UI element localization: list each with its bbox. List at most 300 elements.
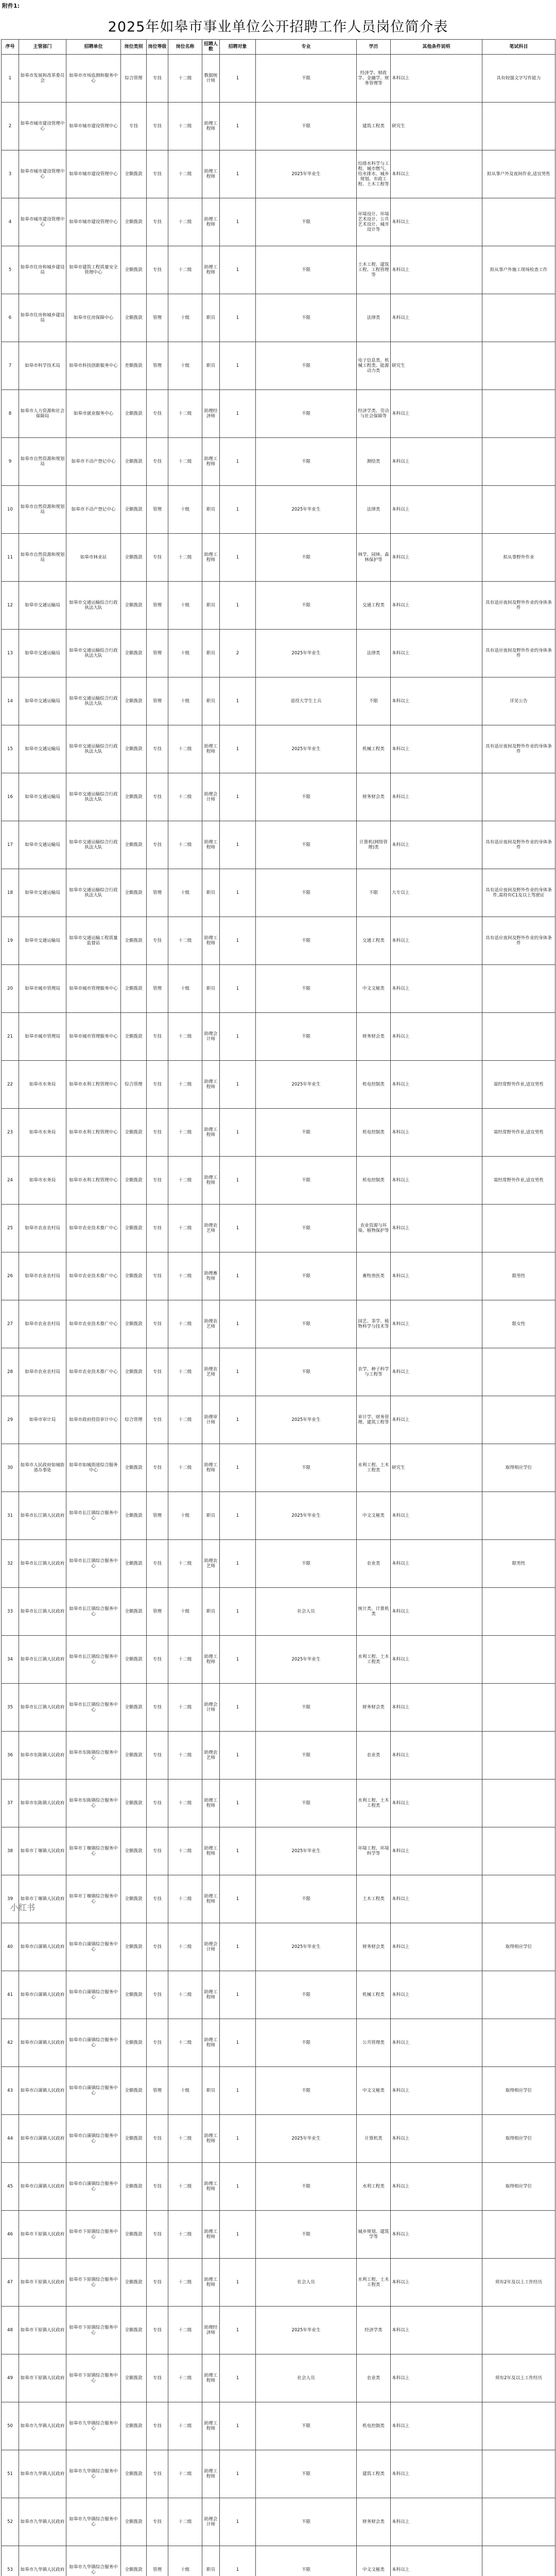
table-cell: 助理会计师 bbox=[202, 2498, 220, 2546]
table-cell: 职员 bbox=[202, 1588, 220, 1636]
table-cell: 取得相应学位 bbox=[482, 1923, 555, 1971]
table-cell: 助理农艺师 bbox=[202, 1205, 220, 1252]
table-cell: 机械工程类 bbox=[357, 1971, 391, 2019]
table-cell: 9 bbox=[2, 438, 19, 486]
table-cell: 助理工程师 bbox=[202, 2115, 220, 2163]
table-cell: 1 bbox=[220, 1971, 256, 2019]
table-row bbox=[2, 1205, 555, 1252]
table-cell: 不限 bbox=[256, 294, 357, 342]
table-cell: 2025年毕业生 bbox=[256, 1923, 357, 1971]
table-cell: 专技 bbox=[147, 2211, 168, 2259]
table-cell: 如皋市长江镇人民政府 bbox=[19, 1492, 66, 1540]
table-cell: 十二级 bbox=[168, 2307, 202, 2354]
table-cell: 专技 bbox=[147, 2402, 168, 2450]
table-cell bbox=[482, 773, 555, 821]
table-cell: 1 bbox=[220, 198, 256, 246]
table-cell: 不限 bbox=[256, 1780, 357, 1827]
table-cell: 拟从事户外施工现场检查工作 bbox=[482, 246, 555, 294]
table-cell: 1 bbox=[220, 2019, 256, 2067]
table-cell: 如皋市自然资源和规划局 bbox=[19, 438, 66, 486]
table-cell: 农业类 bbox=[357, 1732, 391, 1780]
table-cell bbox=[482, 438, 555, 486]
table-cell: 本科以上 bbox=[391, 1923, 482, 1971]
table-cell: 1 bbox=[220, 1492, 256, 1540]
table-cell: 本科以上 bbox=[391, 2498, 482, 2546]
table-cell: 管理 bbox=[147, 1588, 168, 1636]
table-cell: 十二级 bbox=[168, 2450, 202, 2498]
table-cell: 需经常野外作业,适宜男性 bbox=[482, 1109, 555, 1157]
table-cell: 如皋市白蒲镇综合服务中心 bbox=[66, 2019, 121, 2067]
page-title: 2025年如皋市事业单位公开招聘工作人员岗位简介表 bbox=[0, 15, 556, 36]
table-cell: 助理工程师 bbox=[202, 1157, 220, 1205]
table-cell: 管理 bbox=[147, 677, 168, 725]
table-cell: 1 bbox=[220, 1732, 256, 1780]
table-cell: 十二级 bbox=[168, 1396, 202, 1444]
table-row bbox=[2, 246, 555, 294]
table-cell: 专技 bbox=[147, 1732, 168, 1780]
table-cell: 2 bbox=[220, 630, 256, 677]
table-cell: 经济学类 bbox=[357, 2307, 391, 2354]
table-cell: 本科以上 bbox=[391, 1875, 482, 1923]
table-cell: 机电控制类 bbox=[357, 2402, 391, 2450]
table-cell: 如皋市东陈镇人民政府 bbox=[19, 1780, 66, 1827]
table-cell: 计算机类 bbox=[357, 2115, 391, 2163]
table-cell: 本科以上 bbox=[391, 150, 482, 198]
table-cell: 如皋市长江镇人民政府 bbox=[19, 1540, 66, 1588]
table-cell: 53 bbox=[2, 2546, 19, 2576]
table-cell: 本科以上 bbox=[391, 2115, 482, 2163]
table-cell: 全额拨款 bbox=[121, 2546, 147, 2576]
table-cell: 社会人员 bbox=[256, 1588, 357, 1636]
table-cell: 30 bbox=[2, 1444, 19, 1492]
table-cell: 职员 bbox=[202, 965, 220, 1013]
table-row bbox=[2, 630, 555, 677]
table-cell: 本科以上 bbox=[391, 1732, 482, 1780]
table-cell: 全额拨款 bbox=[121, 150, 147, 198]
table-cell: 不限 bbox=[256, 103, 357, 150]
table-cell: 具有适应夜间及野外作业的身体条件 bbox=[482, 821, 555, 869]
table-cell: 十二级 bbox=[168, 1971, 202, 2019]
table-cell bbox=[482, 1732, 555, 1780]
table-cell: 全额拨款 bbox=[121, 1636, 147, 1684]
table-body bbox=[2, 55, 555, 2576]
table-cell: 经济学类、劳动与社会保障等 bbox=[357, 390, 391, 438]
table-cell: 职员 bbox=[202, 2067, 220, 2115]
table-cell: 十二级 bbox=[168, 1875, 202, 1923]
table-row bbox=[2, 1252, 555, 1300]
table-cell: 林学、园林、森林保护等 bbox=[357, 534, 391, 582]
table-cell: 农业类 bbox=[357, 2354, 391, 2402]
table-row bbox=[2, 534, 555, 582]
table-cell: 本科以上 bbox=[391, 1780, 482, 1827]
table-cell: 如皋市城市建设管理中心 bbox=[66, 198, 121, 246]
table-cell: 不限 bbox=[256, 438, 357, 486]
table-cell: 如皋市建筑工程质量安全管理中心 bbox=[66, 246, 121, 294]
table-cell: 具有适应夜间及野外作业的身体条件 bbox=[482, 725, 555, 773]
table-row bbox=[2, 1396, 555, 1444]
table-cell: 专技 bbox=[147, 1444, 168, 1492]
table-cell: 管理 bbox=[147, 630, 168, 677]
table-cell: 助理工程师 bbox=[202, 2450, 220, 2498]
table-cell: 不限 bbox=[256, 2450, 357, 2498]
table-cell: 专技 bbox=[147, 246, 168, 294]
table-row bbox=[2, 1157, 555, 1205]
table-cell: 1 bbox=[220, 1013, 256, 1061]
positions-table bbox=[1, 39, 555, 2576]
table-cell: 如皋市白蒲镇综合服务中心 bbox=[66, 2163, 121, 2211]
table-cell: 44 bbox=[2, 2115, 19, 2163]
table-cell: 如皋市九华镇综合服务中心 bbox=[66, 2498, 121, 2546]
table-cell: 管理 bbox=[147, 1492, 168, 1540]
table-cell: 本科以上 bbox=[391, 2067, 482, 2115]
table-cell: 十二级 bbox=[168, 1109, 202, 1157]
table-cell: 48 bbox=[2, 2307, 19, 2354]
table-row bbox=[2, 1492, 555, 1540]
table-cell: 1 bbox=[220, 2259, 256, 2307]
table-cell: 经济学、财政学、金融学、财务管理等 bbox=[357, 55, 391, 103]
table-row bbox=[2, 390, 555, 438]
table-row bbox=[2, 2450, 555, 2498]
table-cell: 全额拨款 bbox=[121, 2498, 147, 2546]
table-cell: 23 bbox=[2, 1109, 19, 1157]
table-cell: 不限 bbox=[256, 773, 357, 821]
table-cell: 如皋市东陈镇综合服务中心 bbox=[66, 1732, 121, 1780]
table-cell: 不限 bbox=[256, 2498, 357, 2546]
table-cell: 专技 bbox=[147, 1396, 168, 1444]
table-cell: 十二级 bbox=[168, 246, 202, 294]
table-cell: 3 bbox=[2, 150, 19, 198]
table-cell: 全额拨款 bbox=[121, 1684, 147, 1732]
table-cell: 本科以上 bbox=[391, 1971, 482, 2019]
table-cell: 助理经济师 bbox=[202, 390, 220, 438]
table-cell: 十二级 bbox=[168, 103, 202, 150]
table-cell: 全额拨款 bbox=[121, 294, 147, 342]
table-cell: 如皋市长江镇综合服务中心 bbox=[66, 1636, 121, 1684]
header-cell: 其他条件说明 bbox=[391, 40, 482, 55]
table-cell: 如皋市市场监测和服务中心 bbox=[66, 55, 121, 103]
table-cell: 管理 bbox=[147, 486, 168, 534]
table-cell: 如皋市交通运输局 bbox=[19, 821, 66, 869]
table-cell: 本科以上 bbox=[391, 582, 482, 630]
table-cell: 环境设计、环境艺术设计、公共艺术设计、城市设计等 bbox=[357, 198, 391, 246]
table-cell: 如皋市长江镇人民政府 bbox=[19, 1636, 66, 1684]
table-cell: 如皋市农业农村局 bbox=[19, 1300, 66, 1348]
table-cell bbox=[482, 2019, 555, 2067]
table-cell: 1 bbox=[220, 1444, 256, 1492]
table-cell: 专技 bbox=[147, 1348, 168, 1396]
table-cell: 本科以上 bbox=[391, 1540, 482, 1588]
table-cell: 如皋市白蒲镇综合服务中心 bbox=[66, 2115, 121, 2163]
table-cell: 如皋市城市管理服务中心 bbox=[66, 1013, 121, 1061]
table-cell: 审计学、财务管理、建筑工程等 bbox=[357, 1396, 391, 1444]
table-cell: 如皋市交通运输局 bbox=[19, 917, 66, 965]
table-row bbox=[2, 1827, 555, 1875]
table-cell: 1 bbox=[220, 2115, 256, 2163]
table-cell: 29 bbox=[2, 1396, 19, 1444]
table-cell: 1 bbox=[220, 246, 256, 294]
table-cell: 全额拨款 bbox=[121, 1157, 147, 1205]
table-cell: 2025年毕业生 bbox=[256, 630, 357, 677]
table-cell: 全额拨款 bbox=[121, 917, 147, 965]
table-cell: 专技 bbox=[147, 1540, 168, 1588]
table-cell: 如皋市长江镇综合服务中心 bbox=[66, 1492, 121, 1540]
table-cell bbox=[482, 1827, 555, 1875]
table-cell: 财务财会类 bbox=[357, 773, 391, 821]
table-cell: 本科以上 bbox=[391, 198, 482, 246]
table-cell: 法律类 bbox=[357, 486, 391, 534]
table-cell: 不限 bbox=[256, 582, 357, 630]
table-cell: 不限 bbox=[256, 246, 357, 294]
table-cell: 1 bbox=[220, 1780, 256, 1827]
header-cell: 主管部门 bbox=[19, 40, 66, 55]
table-cell: 十二级 bbox=[168, 1827, 202, 1875]
table-cell: 不限 bbox=[256, 1732, 357, 1780]
table-cell: 十级 bbox=[168, 2067, 202, 2115]
table-cell: 1 bbox=[220, 1540, 256, 1588]
table-cell: 如皋市下原镇人民政府 bbox=[19, 2354, 66, 2402]
table-cell: 不限 bbox=[357, 677, 391, 725]
table-cell: 全额拨款 bbox=[121, 582, 147, 630]
table-cell: 24 bbox=[2, 1157, 19, 1205]
table-cell: 本科以上 bbox=[391, 1588, 482, 1636]
table-cell: 不限 bbox=[256, 1157, 357, 1205]
table-cell: 职员 bbox=[202, 1492, 220, 1540]
table-cell: 本科以上 bbox=[391, 2259, 482, 2307]
table-cell: 职员 bbox=[202, 342, 220, 390]
table-cell: 机械工程类 bbox=[357, 725, 391, 773]
table-cell: 28 bbox=[2, 1348, 19, 1396]
table-cell: 专技 bbox=[147, 2498, 168, 2546]
header-cell: 招聘单位 bbox=[66, 40, 121, 55]
table-cell: 如皋市农业技术推广中心 bbox=[66, 1348, 121, 1396]
table-cell: 不限 bbox=[256, 2546, 357, 2576]
table-cell: 42 bbox=[2, 2019, 19, 2067]
table-cell: 本科以上 bbox=[391, 1300, 482, 1348]
table-cell: 十二级 bbox=[168, 1013, 202, 1061]
table-cell bbox=[482, 2498, 555, 2546]
table-cell: 不限 bbox=[256, 2402, 357, 2450]
table-cell: 如皋市交通运输综合行政执法大队 bbox=[66, 725, 121, 773]
table-cell: 财务财会类 bbox=[357, 1684, 391, 1732]
table-cell: 如皋市九华镇综合服务中心 bbox=[66, 2546, 121, 2576]
table-cell: 拟从事户外及夜间作业,适宜男性 bbox=[482, 150, 555, 198]
table-cell: 1 bbox=[220, 438, 256, 486]
table-cell: 本科以上 bbox=[391, 438, 482, 486]
table-cell: 如皋市长江镇人民政府 bbox=[19, 1684, 66, 1732]
table-cell: 如皋市交通运输局 bbox=[19, 630, 66, 677]
table-cell: 全额拨款 bbox=[121, 1300, 147, 1348]
table-cell: 十二级 bbox=[168, 2354, 202, 2402]
table-cell: 2025年毕业生 bbox=[256, 1061, 357, 1109]
table-cell: 如皋市九华镇人民政府 bbox=[19, 2498, 66, 2546]
table-row bbox=[2, 1061, 555, 1109]
table-cell: 全额拨款 bbox=[121, 246, 147, 294]
table-cell: 不限 bbox=[256, 198, 357, 246]
table-cell: 管理 bbox=[147, 582, 168, 630]
table-cell: 十级 bbox=[168, 2546, 202, 2576]
table-cell: 十级 bbox=[168, 869, 202, 917]
table-cell: 机电控制类 bbox=[357, 1109, 391, 1157]
table-cell: 22 bbox=[2, 1061, 19, 1109]
table-cell: 助理工程师 bbox=[202, 1636, 220, 1684]
table-cell: 不限 bbox=[256, 1205, 357, 1252]
table-cell: 管理 bbox=[147, 342, 168, 390]
table-cell: 全额拨款 bbox=[121, 1588, 147, 1636]
table-cell: 如皋市就业服务中心 bbox=[66, 390, 121, 438]
table-cell: 十二级 bbox=[168, 725, 202, 773]
table-cell: 本科以上 bbox=[391, 534, 482, 582]
table-cell: 1 bbox=[220, 917, 256, 965]
table-cell: 专技 bbox=[147, 2115, 168, 2163]
table-row bbox=[2, 1971, 555, 2019]
table-cell: 如皋市丁堰镇综合服务中心 bbox=[66, 1875, 121, 1923]
table-cell: 十级 bbox=[168, 965, 202, 1013]
table-cell: 专技 bbox=[147, 1923, 168, 1971]
table-cell: 助理工程师 bbox=[202, 2211, 220, 2259]
table-cell: 不限 bbox=[256, 1109, 357, 1157]
table-cell: 专技 bbox=[147, 725, 168, 773]
table-cell: 1 bbox=[220, 1684, 256, 1732]
table-cell: 需经常野外作业,适宜男性 bbox=[482, 1157, 555, 1205]
table-cell: 全额拨款 bbox=[121, 2211, 147, 2259]
table-cell: 机电控制类 bbox=[357, 1061, 391, 1109]
table-cell: 管理 bbox=[147, 2067, 168, 2115]
table-cell: 具有适应夜间及野外作业的身体条件 bbox=[482, 582, 555, 630]
table-cell: 如皋市丁堰镇人民政府 bbox=[19, 1827, 66, 1875]
table-cell: 1 bbox=[220, 821, 256, 869]
table-cell: 公共管理类 bbox=[357, 2019, 391, 2067]
table-cell: 法律类 bbox=[357, 630, 391, 677]
table-cell: 本科以上 bbox=[391, 1109, 482, 1157]
table-cell: 2025年毕业生 bbox=[256, 2115, 357, 2163]
table-cell: 机电控制类 bbox=[357, 1157, 391, 1205]
table-cell: 本科以上 bbox=[391, 2211, 482, 2259]
table-cell: 十二级 bbox=[168, 1157, 202, 1205]
table-cell: 全额拨款 bbox=[121, 869, 147, 917]
table-cell: 助理工程师 bbox=[202, 725, 220, 773]
table-cell: 如皋市交通运输工程质量监督站 bbox=[66, 917, 121, 965]
table-cell: 1 bbox=[220, 55, 256, 103]
table-row bbox=[2, 725, 555, 773]
table-cell: 水利工程、土木工程类 bbox=[357, 2259, 391, 2307]
table-cell bbox=[482, 1205, 555, 1252]
table-row bbox=[2, 55, 555, 103]
table-cell bbox=[482, 1780, 555, 1827]
table-cell: 十二级 bbox=[168, 917, 202, 965]
header-cell: 专业 bbox=[256, 40, 357, 55]
table-cell: 取得相应学位 bbox=[482, 2163, 555, 2211]
table-cell: 助理审计师 bbox=[202, 1396, 220, 1444]
table-cell: 27 bbox=[2, 1300, 19, 1348]
table-cell: 1 bbox=[220, 2546, 256, 2576]
table-cell: 本科以上 bbox=[391, 246, 482, 294]
table-cell: 十二级 bbox=[168, 2163, 202, 2211]
header-cell: 学历 bbox=[357, 40, 391, 55]
table-cell: 专技 bbox=[147, 2450, 168, 2498]
table-cell: 具有较强文字写作能力 bbox=[482, 55, 555, 103]
table-cell: 须有2年及以上工作经历 bbox=[482, 2259, 555, 2307]
table-cell: 如皋市交通运输局 bbox=[19, 677, 66, 725]
table-cell: 如皋市城市管理局 bbox=[19, 1013, 66, 1061]
table-cell: 十二级 bbox=[168, 2259, 202, 2307]
table-cell: 如皋市白蒲镇人民政府 bbox=[19, 2067, 66, 2115]
header-cell: 笔试科目 bbox=[482, 40, 555, 55]
table-cell: 1 bbox=[220, 677, 256, 725]
table-cell: 专技 bbox=[147, 1157, 168, 1205]
table-cell: 本科以上 bbox=[391, 1348, 482, 1396]
table-cell: 1 bbox=[220, 1923, 256, 1971]
table-row bbox=[2, 1013, 555, 1061]
table-cell: 管理 bbox=[147, 294, 168, 342]
table-row bbox=[2, 1300, 555, 1348]
table-row bbox=[2, 1540, 555, 1588]
table-cell: 十二级 bbox=[168, 2211, 202, 2259]
table-cell: 19 bbox=[2, 917, 19, 965]
table-cell: 如皋市审计局 bbox=[19, 1396, 66, 1444]
table-cell: 如皋市白蒲镇人民政府 bbox=[19, 2115, 66, 2163]
table-cell: 全额拨款 bbox=[121, 1252, 147, 1300]
table-cell: 助理工程师 bbox=[202, 2259, 220, 2307]
table-cell bbox=[482, 294, 555, 342]
table-cell: 建筑工程类 bbox=[357, 2450, 391, 2498]
table-cell: 取得相应学位 bbox=[482, 1444, 555, 1492]
table-cell: 如皋市自然资源和规划局 bbox=[19, 486, 66, 534]
table-cell bbox=[482, 2450, 555, 2498]
header-cell: 招聘对象 bbox=[220, 40, 256, 55]
header-cell: 岗位等级 bbox=[147, 40, 168, 55]
table-cell: 34 bbox=[2, 1636, 19, 1684]
table-cell bbox=[482, 1636, 555, 1684]
table-row bbox=[2, 773, 555, 821]
table-cell: 十二级 bbox=[168, 1732, 202, 1780]
table-cell: 专技 bbox=[121, 103, 147, 150]
table-cell: 如皋市交通运输综合行政执法大队 bbox=[66, 773, 121, 821]
table-cell: 全额拨款 bbox=[121, 677, 147, 725]
table-cell: 十二级 bbox=[168, 2019, 202, 2067]
table-cell: 13 bbox=[2, 630, 19, 677]
table-cell: 1 bbox=[220, 1252, 256, 1300]
table-cell: 如皋市长江镇综合服务中心 bbox=[66, 1540, 121, 1588]
table-cell: 1 bbox=[220, 390, 256, 438]
table-cell: 如皋市交通运输局 bbox=[19, 725, 66, 773]
table-cell: 全额拨款 bbox=[121, 2067, 147, 2115]
table-cell: 本科以上 bbox=[391, 390, 482, 438]
table-cell: 如皋市白蒲镇人民政府 bbox=[19, 2019, 66, 2067]
table-row bbox=[2, 1636, 555, 1684]
table-cell: 1 bbox=[220, 869, 256, 917]
table-cell: 全额拨款 bbox=[121, 2163, 147, 2211]
table-cell: 本科以上 bbox=[391, 2163, 482, 2211]
table-cell: 综合管理 bbox=[121, 55, 147, 103]
table-row bbox=[2, 2259, 555, 2307]
table-cell: 助理工程师 bbox=[202, 534, 220, 582]
table-cell: 如皋市水利工程管理中心 bbox=[66, 1157, 121, 1205]
table-cell: 十二级 bbox=[168, 55, 202, 103]
table-cell: 本科以上 bbox=[391, 2450, 482, 2498]
table-cell: 水利工程、土木工程类 bbox=[357, 1636, 391, 1684]
table-cell: 不限 bbox=[256, 1348, 357, 1396]
table-cell: 助理工程师 bbox=[202, 2019, 220, 2067]
table-cell: 社会人员 bbox=[256, 2354, 357, 2402]
table-cell: 十级 bbox=[168, 582, 202, 630]
table-cell: 不限 bbox=[256, 869, 357, 917]
table-cell: 2 bbox=[2, 103, 19, 150]
table-cell: 全额拨款 bbox=[121, 965, 147, 1013]
table-cell: 中文文秘类 bbox=[357, 965, 391, 1013]
table-cell: 不限 bbox=[256, 2067, 357, 2115]
table-cell: 专技 bbox=[147, 1061, 168, 1109]
table-row bbox=[2, 342, 555, 390]
